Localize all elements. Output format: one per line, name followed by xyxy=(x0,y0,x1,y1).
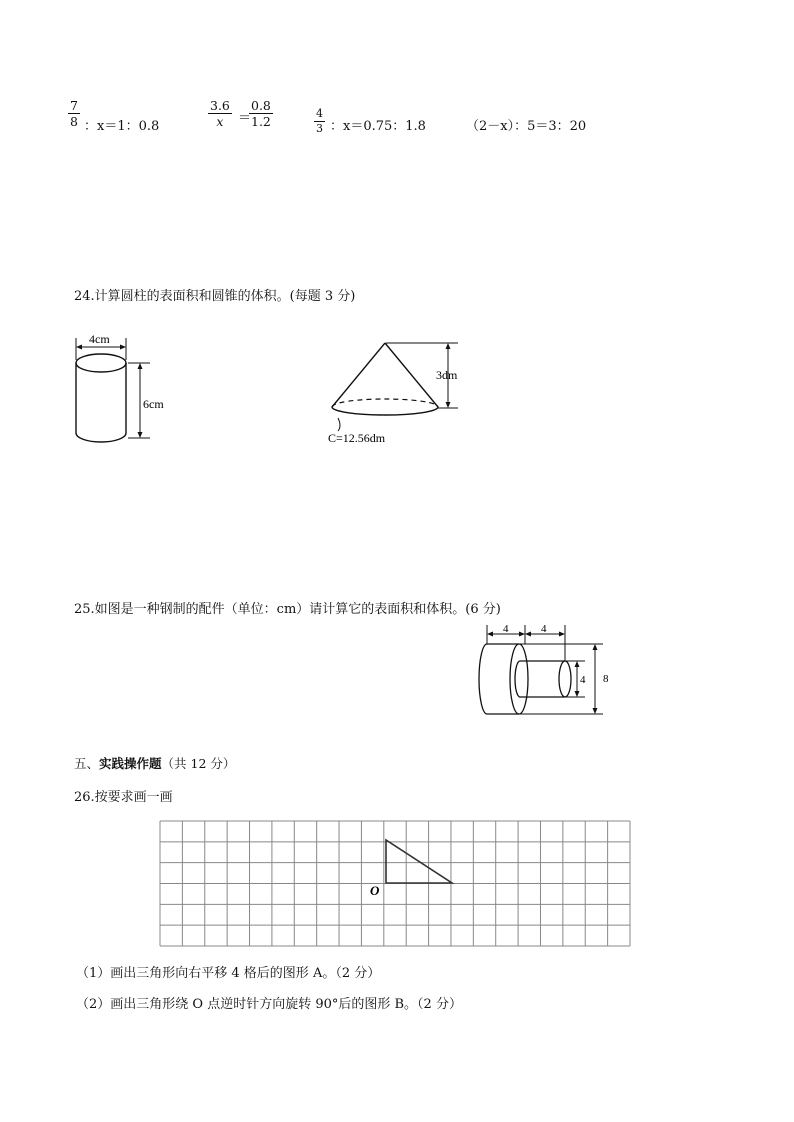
cyl-height-label: 6cm xyxy=(143,397,164,411)
eq3-rest: ：x＝0.75：1.8 xyxy=(330,119,426,134)
eq1-numerator: 7 xyxy=(70,98,78,113)
cone-figure xyxy=(320,330,480,455)
eq2-right-numerator: 0.8 xyxy=(251,98,271,113)
part-dim-small: 4 xyxy=(580,674,586,686)
triangle-shape xyxy=(386,840,452,883)
eq2-left-fraction xyxy=(208,98,232,129)
eq2-left-numerator: 3.6 xyxy=(210,98,230,113)
eq3-fraction xyxy=(314,107,325,136)
eq1-denominator: 8 xyxy=(70,114,78,129)
section5-heading xyxy=(74,754,235,772)
q26-task1: （1）画出三角形向右平移 4 格后的图形 A。（2 分） xyxy=(76,966,381,981)
eq2-left-denominator: x xyxy=(208,113,232,129)
cylinder-figure xyxy=(60,325,190,450)
steel-part-figure xyxy=(465,620,625,720)
eq4-text: （2－x）：5＝3：20 xyxy=(466,119,587,134)
eq1-fraction xyxy=(68,98,80,129)
part-dim-b: 4 xyxy=(541,623,547,635)
eq2-right-fraction xyxy=(249,98,273,129)
q26-task2: （2）画出三角形绕 O 点逆时针方向旋转 90°后的图形 B。（2 分） xyxy=(76,997,462,1012)
section5-prefix: 五、 xyxy=(74,756,100,771)
eq3-denominator: 3 xyxy=(316,122,323,135)
drawing-grid xyxy=(150,815,640,951)
q26-title: 26.按要求画一画 xyxy=(74,790,173,805)
q24-title: 24.计算圆柱的表面积和圆锥的体积。(每题 3 分) xyxy=(74,289,356,304)
eq2-equals: ＝ xyxy=(238,111,252,126)
eq3-numerator: 4 xyxy=(316,107,323,120)
part-dim-large: 8 xyxy=(603,673,609,685)
eq1-rest: ：x＝1：0.8 xyxy=(84,119,160,134)
q25-title: 25.如图是一种钢制的配件（单位：cm）请计算它的表面积和体积。(6 分) xyxy=(74,602,501,617)
part-dim-a: 4 xyxy=(503,623,509,635)
section5-title: 实践操作题 xyxy=(99,756,162,771)
cone-circumference-label: C=12.56dm xyxy=(328,431,386,445)
origin-label: O xyxy=(370,883,380,898)
eq2-right-denominator: 1.2 xyxy=(251,114,271,129)
section5-score: （共 12 分） xyxy=(161,756,236,771)
cone-height-label: 3dm xyxy=(436,368,458,382)
cyl-diameter-label: 4cm xyxy=(89,332,110,346)
